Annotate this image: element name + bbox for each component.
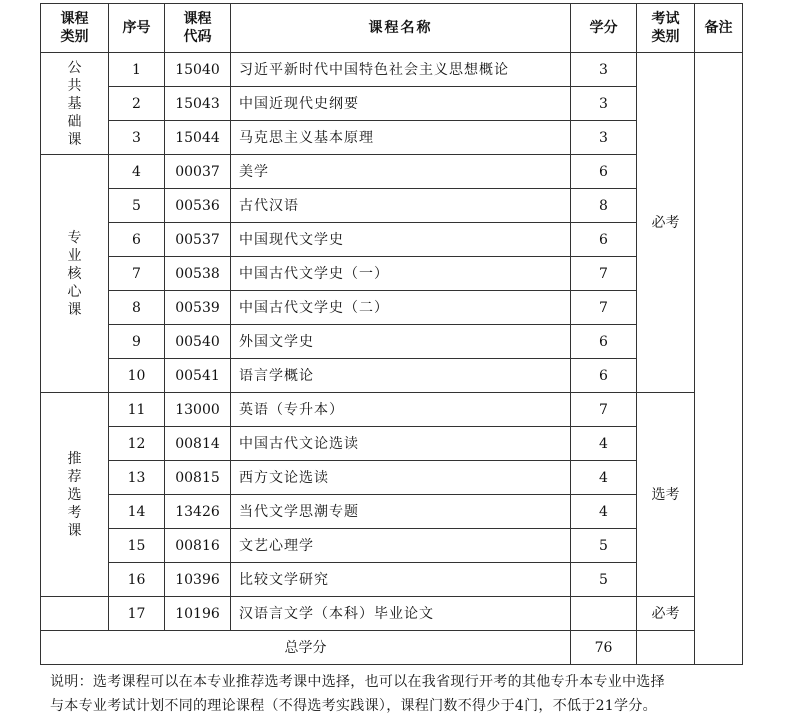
category-cell-core	[41, 155, 109, 393]
category-label-public: 公 共 基 础 课	[67, 59, 82, 148]
row-credits: 3	[571, 121, 637, 155]
row-course-name: 中国近现代史纲要	[231, 87, 571, 121]
row-course-name: 比较文学研究	[231, 563, 571, 597]
category-label-elective: 推 荐 选 考 课	[67, 450, 82, 539]
header-exam-type-text: 考试 类别	[651, 11, 680, 45]
row-code: 15040	[165, 53, 231, 87]
row-credits: 5	[571, 563, 637, 597]
row-code: 00537	[165, 223, 231, 257]
table-row	[41, 597, 743, 631]
row-credits: 5	[571, 529, 637, 563]
category-cell-public	[41, 53, 109, 155]
exam-type-thesis: 必考	[637, 597, 695, 631]
row-index: 7	[109, 257, 165, 291]
row-credits: 4	[571, 427, 637, 461]
total-value: 76	[571, 631, 637, 665]
row-index: 12	[109, 427, 165, 461]
row-course-name: 语言学概论	[231, 359, 571, 393]
row-code: 00538	[165, 257, 231, 291]
row-code: 10396	[165, 563, 231, 597]
total-exam-type-empty	[637, 631, 695, 665]
explanatory-note	[50, 670, 750, 718]
row-credits: 6	[571, 359, 637, 393]
category-cell-elective	[41, 393, 109, 597]
table-row	[41, 53, 743, 87]
category-label-core: 专 业 核 心 课	[67, 229, 82, 318]
category-cell-thesis	[41, 597, 109, 631]
header-code-text: 课程 代码	[183, 11, 212, 45]
note-line-1: 说明：选考课程可以在本专业推荐选考课中选择，也可以在我省现行开考的其他专升本专业中选择	[50, 674, 665, 690]
table-header-row	[41, 4, 743, 53]
row-credits: 3	[571, 87, 637, 121]
header-credits: 学分	[571, 4, 637, 53]
row-code: 00037	[165, 155, 231, 189]
row-index: 17	[109, 597, 165, 631]
row-credits: 3	[571, 53, 637, 87]
row-credits: 7	[571, 393, 637, 427]
row-course-name: 汉语言文学（本科）毕业论文	[231, 597, 571, 631]
header-code	[165, 4, 231, 53]
row-course-name: 古代汉语	[231, 189, 571, 223]
row-index: 6	[109, 223, 165, 257]
row-index: 15	[109, 529, 165, 563]
row-index: 8	[109, 291, 165, 325]
total-label: 总学分	[41, 631, 571, 665]
header-category	[41, 4, 109, 53]
row-course-name: 中国现代文学史	[231, 223, 571, 257]
row-index: 11	[109, 393, 165, 427]
row-index: 13	[109, 461, 165, 495]
row-course-name: 马克思主义基本原理	[231, 121, 571, 155]
row-course-name: 中国古代文学史（一）	[231, 257, 571, 291]
row-code: 00536	[165, 189, 231, 223]
total-row	[41, 631, 743, 665]
row-index: 2	[109, 87, 165, 121]
header-remarks: 备注	[695, 4, 743, 53]
row-course-name: 美学	[231, 155, 571, 189]
row-course-name: 外国文学史	[231, 325, 571, 359]
row-index: 9	[109, 325, 165, 359]
row-course-name: 西方文论选读	[231, 461, 571, 495]
row-index: 5	[109, 189, 165, 223]
table-body	[41, 53, 743, 665]
row-index: 1	[109, 53, 165, 87]
row-course-name: 中国古代文学史（二）	[231, 291, 571, 325]
row-credits: 4	[571, 495, 637, 529]
row-code: 15044	[165, 121, 231, 155]
row-credits: 6	[571, 155, 637, 189]
row-code: 00539	[165, 291, 231, 325]
row-course-name: 当代文学思潮专题	[231, 495, 571, 529]
row-index: 14	[109, 495, 165, 529]
header-exam-type	[637, 4, 695, 53]
row-credits: 4	[571, 461, 637, 495]
row-code: 00815	[165, 461, 231, 495]
row-code: 15043	[165, 87, 231, 121]
row-index: 10	[109, 359, 165, 393]
row-course-name: 习近平新时代中国特色社会主义思想概论	[231, 53, 571, 87]
row-credits: 7	[571, 257, 637, 291]
row-code: 00541	[165, 359, 231, 393]
row-code: 00540	[165, 325, 231, 359]
row-code: 00814	[165, 427, 231, 461]
exam-type-elective: 选考	[637, 393, 695, 597]
header-name: 课程名称	[231, 4, 571, 53]
row-code: 10196	[165, 597, 231, 631]
row-credits: 7	[571, 291, 637, 325]
row-course-name: 中国古代文论选读	[231, 427, 571, 461]
remarks-cell	[695, 53, 743, 665]
row-index: 16	[109, 563, 165, 597]
row-code: 13426	[165, 495, 231, 529]
row-credits: 6	[571, 223, 637, 257]
row-course-name: 文艺心理学	[231, 529, 571, 563]
header-index: 序号	[109, 4, 165, 53]
row-credits: 8	[571, 189, 637, 223]
header-category-text: 课程 类别	[60, 11, 89, 45]
row-course-name: 英语（专升本）	[231, 393, 571, 427]
note-line-2: 与本专业考试计划不同的理论课程（不得选考实践课），课程门数不得少于4门，不低于21学分。	[50, 698, 657, 714]
row-index: 4	[109, 155, 165, 189]
exam-type-required: 必考	[637, 53, 695, 393]
table-row	[41, 393, 743, 427]
row-code: 00816	[165, 529, 231, 563]
row-code: 13000	[165, 393, 231, 427]
course-plan-table	[40, 3, 743, 665]
row-index: 3	[109, 121, 165, 155]
row-credits	[571, 597, 637, 631]
row-credits: 6	[571, 325, 637, 359]
